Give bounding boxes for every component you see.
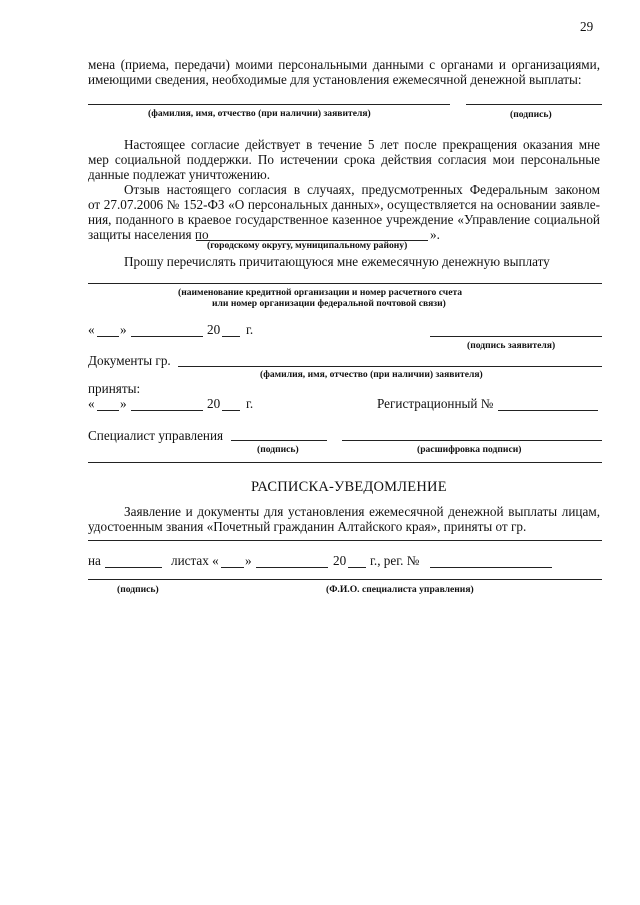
specialist-label: Специалист управления: [88, 428, 224, 443]
receipt-line-2: удостоенным звания «Почетный гражданин Алтайского края», приняты от гр.: [88, 519, 527, 534]
receipt-title: РАСПИСКА-УВЕДОМЛЕНИЕ: [251, 479, 447, 495]
consent-p1-line-3: данные подлежат уничтожению.: [88, 167, 271, 182]
specialist-signature-line[interactable]: [231, 440, 327, 441]
date-open-quote: «: [88, 322, 95, 337]
signature-caption: (подпись): [510, 109, 552, 120]
receipt-year-line[interactable]: [348, 567, 366, 568]
specialist-signature-caption: (подпись): [257, 444, 299, 455]
applicant-signature-line[interactable]: [430, 336, 602, 337]
date-year-prefix: 20: [207, 322, 221, 337]
receipt-fio-caption: (Ф.И.О. специалиста управления): [326, 584, 474, 595]
date2-close-quote: »: [120, 396, 127, 411]
consent-p2-line-1: Отзыв настоящего согласия в случаях, предусмотренных Федеральным законом: [124, 182, 600, 197]
bank-line[interactable]: [88, 283, 602, 284]
bank-caption-2: или номер организации федеральной почтовой связи): [212, 298, 446, 309]
receipt-sheets-label: листах «: [171, 553, 219, 568]
district-caption: (городскому округу, муниципальному району): [207, 240, 408, 251]
receipt-sign-caption: (подпись): [117, 584, 159, 595]
date-month-line[interactable]: [131, 336, 203, 337]
documents-fio-line[interactable]: [178, 366, 602, 367]
receipt-reg-line[interactable]: [430, 567, 552, 568]
receipt-divider: [88, 462, 602, 463]
date2-year-suffix: г.: [246, 396, 254, 411]
consent-p1-line-1: Настоящее согласие действует в течение 5 лет после прекращения оказания мне: [124, 137, 600, 152]
receipt-sign-line[interactable]: [88, 579, 602, 580]
specialist-decode-line[interactable]: [342, 440, 602, 441]
consent-p1-line-2: мер социальной поддержки. По истечении срока действия согласия мои персональные: [88, 152, 600, 167]
receipt-close-quote: »: [245, 553, 252, 568]
date2-year-prefix: 20: [207, 396, 221, 411]
receipt-fio-line[interactable]: [88, 540, 602, 541]
receipt-day-line[interactable]: [221, 567, 244, 568]
consent-p2-line-2: от 27.07.2006 № 152-ФЗ «О персональных данных», осуществляется на основании заявле-: [88, 197, 600, 212]
payment-request: Прошу перечислять причитающуюся мне ежемесячную денежную выплату: [124, 254, 550, 269]
specialist-decode-caption: (расшифровка подписи): [417, 444, 522, 455]
consent-p2-line-4: защиты населения по: [88, 227, 209, 242]
date-day-line[interactable]: [97, 336, 119, 337]
receipt-sheets-line[interactable]: [105, 567, 162, 568]
signature-line[interactable]: [466, 104, 602, 105]
date-year-line[interactable]: [222, 336, 240, 337]
receipt-year-prefix: 20: [333, 553, 347, 568]
page-number: 29: [580, 19, 594, 34]
date-close-quote: »: [120, 322, 127, 337]
date2-day-line[interactable]: [97, 410, 119, 411]
receipt-reg-label: г., рег. №: [370, 553, 420, 568]
documents-fio-caption: (фамилия, имя, отчество (при наличии) заявителя): [260, 369, 483, 380]
receipt-line-1: Заявление и документы для установления ежемесячной денежной выплаты лицам,: [124, 504, 600, 519]
registration-label: Регистрационный №: [377, 396, 494, 411]
intro-line-2: имеющими сведения, необходимые для установления ежемесячной денежной выплаты:: [88, 72, 582, 87]
receipt-month-line[interactable]: [256, 567, 328, 568]
date2-open-quote: «: [88, 396, 95, 411]
registration-number-line[interactable]: [498, 410, 598, 411]
date2-year-line[interactable]: [222, 410, 240, 411]
applicant-signature-caption: (подпись заявителя): [467, 340, 556, 351]
consent-p2-line-3: ния, поданного в краевое государственное казенное учреждение «Управление социальной: [88, 212, 600, 227]
date-year-suffix: г.: [246, 322, 254, 337]
fio-caption: (фамилия, имя, отчество (при наличии) заявителя): [148, 108, 371, 119]
consent-p2-line-4-end: ».: [430, 227, 440, 242]
date2-month-line[interactable]: [131, 410, 203, 411]
intro-line-1: мена (приема, передачи) моими персональными данными с органами и организациями,: [88, 57, 600, 72]
accepted-label: приняты:: [88, 381, 141, 396]
fio-line[interactable]: [88, 104, 450, 105]
receipt-on-label: на: [88, 553, 101, 568]
bank-caption-1: (наименование кредитной организации и номер расчетного счета: [178, 287, 463, 298]
documents-label: Документы гр.: [88, 353, 171, 368]
